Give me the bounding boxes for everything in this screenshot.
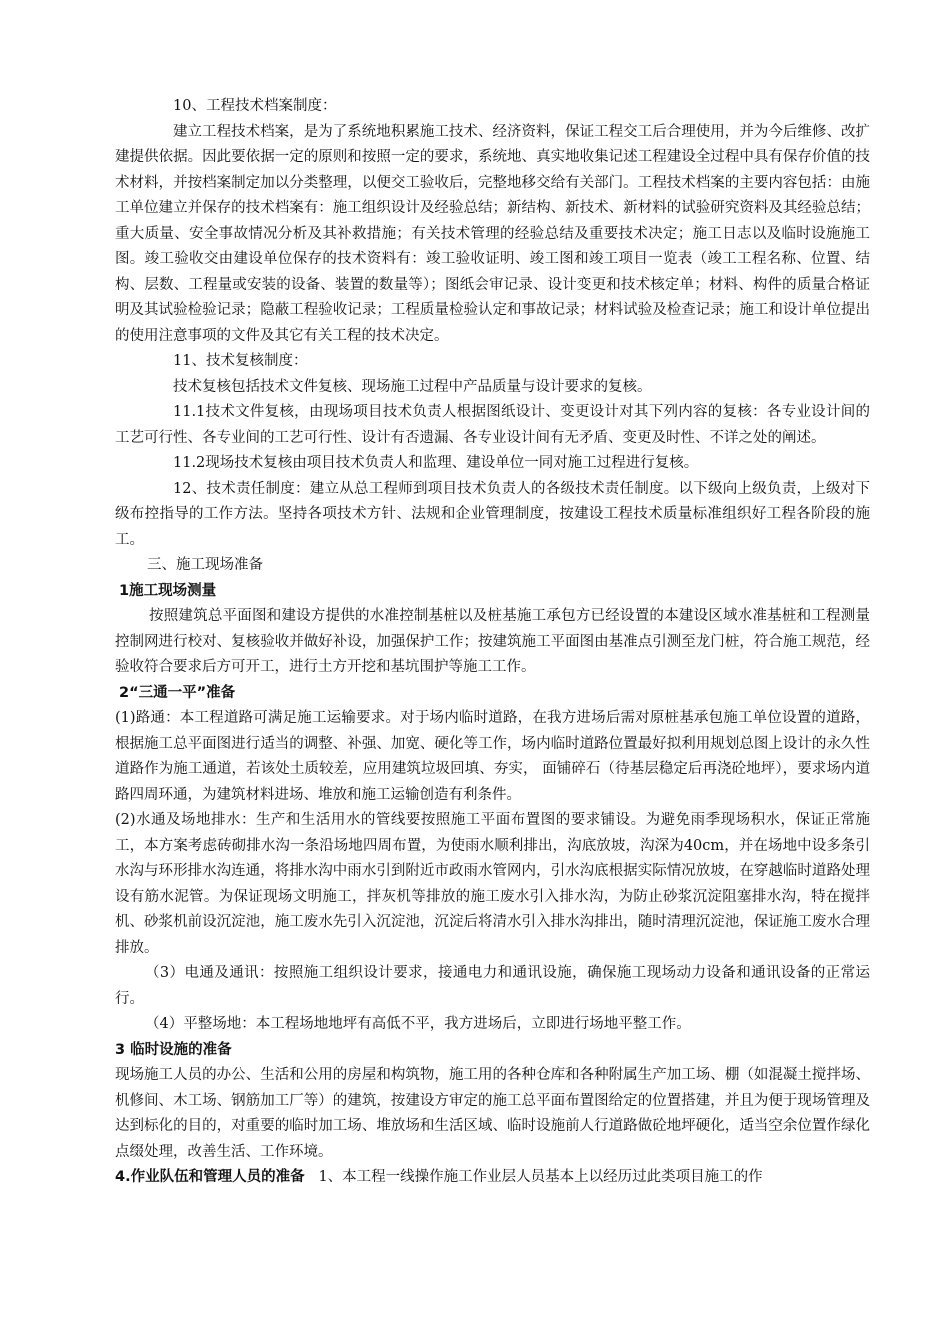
section-11-2: 11.2现场技术复核由项目技术负责人和监理、建设单位一同对施工过程进行复核。 [173, 455, 699, 471]
section-11-title: 11、技术复核制度： [173, 353, 308, 369]
section-12: 12、技术责任制度：建立从总工程师到项目技术负责人的各级技术责任制度。以下级向上级负责，上级对下级布控指导的工作方法。坚持各项技术方针、法规和企业管理制度，按建设工程技术质量标准组织好工程各阶段的施工。 [115, 480, 870, 548]
road-access-body: (1)路通：本工程道路可满足施工运输要求。对于场内临时道路，在我方进场后需对原桩基承包施工单位设置的道路，根据施工总平面图进行适当的调整、补强、加宽、硬化等工作，场内临时道路位置最好拟利用规划总图上设计的永久性道路作为施工通道，若该处土质较差，应用建筑垃圾回填、夯实， 面铺碎石（待基层稳定后再浇砼地坪），要求场内道路四周环通，为建筑材料进场、堆放和施工运输创造有利条件。 [115, 710, 870, 803]
section-11-1: 11.1技术文件复核，由现场项目技术负责人根据图纸设计、变更设计对其下列内容的复核：各专业设计间的工艺可行性、各专业间的工艺可行性、设计有否遗漏、各专业设计间有无矛盾、变更及时性、不详之处的阐述。 [115, 404, 870, 446]
heading-temp-facilities: 3 临时设施的准备 [115, 1041, 232, 1058]
document-page [115, 94, 870, 1191]
team-prep-body: 1、本工程一线操作施工作业层人员基本上以经历过此类项目施工的作 [318, 1169, 763, 1185]
team-prep-paragraph [115, 1165, 870, 1191]
heading-team-prep: 4.作业队伍和管理人员的准备 [115, 1169, 305, 1185]
power-comm-body: （3）电通及通讯：按照施工组织设计要求，接通电力和通讯设施，确保施工现场动力设备和通讯设备的正常运行。 [115, 965, 870, 1007]
temp-facilities-body: 现场施工人员的办公、生活和公用的房屋和构筑物，施工用的各种仓库和各种附属生产加工场、棚（如混凝土搅拌场、机修间、木工场、钢筋加工厂等）的建筑，按建设方审定的施工总平面布置图给定的位置搭建，并且为便于现场管理及达到标化的目的，对重要的临时加工场、堆放场和生活区域、临时设施前人行道路做砼地坪硬化，适当空余位置作绿化点缀处理，改善生活、工作环境。 [115, 1067, 870, 1160]
site-leveling-body: （4）平整场地：本工程场地地坪有高低不平，我方进场后，立即进行场地平整工作。 [145, 1016, 691, 1032]
site-survey-body: 按照建筑总平面图和建设方提供的水准控制基桩以及桩基施工承包方已经设置的本建设区域水准基桩和工程测量控制网进行校对、复核验收并做好补设，加强保护工作；按建筑施工平面图由基准点引测至龙门桩，符合施工规范，经验收符合要求后方可开工，进行土方开挖和基坑围护等施工工作。 [115, 608, 870, 675]
section-11-body: 技术复核包括技术文件复核、现场施工过程中产品质量与设计要求的复核。 [173, 378, 652, 395]
heading-site-survey: 1施工现场测量 [119, 582, 217, 599]
water-drainage-body: (2)水通及场地排水：生产和生活用水的管线要按照施工平面布置图的要求铺设。为避免雨季现场积水，保证正常施工，本方案考虑砖砌排水沟一条沿场地四周布置，为使雨水顺利排出，沟底放坡，沟深为40cm，并在场地中设多条引水沟与环形排水沟连通，将排水沟中雨水引到附近市政雨水管网内，引水沟底根据实际情况放坡，在穿越临时道路处理设有筋水泥管。为保证现场文明施工，拌灰机等排放的施工废水引入排水沟，为防止砂浆沉淀阻塞排水沟，特在搅拌机、砂浆机前设沉淀池，施工废水先引入沉淀池，沉淀后将清水引入排水沟排出，随时清理沉淀池，保证施工废水合理排放。 [115, 812, 870, 956]
heading-three-links: 2“三通一平”准备 [119, 684, 236, 701]
section-10-body: 建立工程技术档案，是为了系统地积累施工技术、经济资料，保证工程交工后合理使用，并为今后维修、改扩建提供依据。因此要依据一定的原则和按照一定的要求，系统地、真实地收集记述工程建设全过程中具有保存价值的技术材料，并按档案制定加以分类整理，以便交工验收后，完整地移交给有关部门。工程技术档案的主要内容包括：由施工单位建立并保存的技术档案有：施工组织设计及经验总结；新结构、新技术、新材料的试验研究资料及其经验总结；重大质量、安全事故情况分析及其补救措施；有关技术管理的经验总结及重要技术决定；施工日志以及临时设施施工图。竣工验收交由建设单位保存的技术资料有：竣工验收证明、竣工图和竣工项目一览表（竣工工程名称、位置、结构、层数、工程量或安装的设备、装置的数量等）；图纸会审记录、设计变更和技术核定单；材料、构件的质量合格证明及其试验检验记录；隐蔽工程验收记录；工程质量检验认定和事故记录；材料试验及检查记录；施工和设计单位提出的使用注意事项的文件及其它有关工程的技术决定。 [115, 123, 870, 344]
section-10-title: 10、工程技术档案制度： [173, 98, 337, 114]
section-3-heading: 三、施工现场准备 [147, 557, 263, 573]
